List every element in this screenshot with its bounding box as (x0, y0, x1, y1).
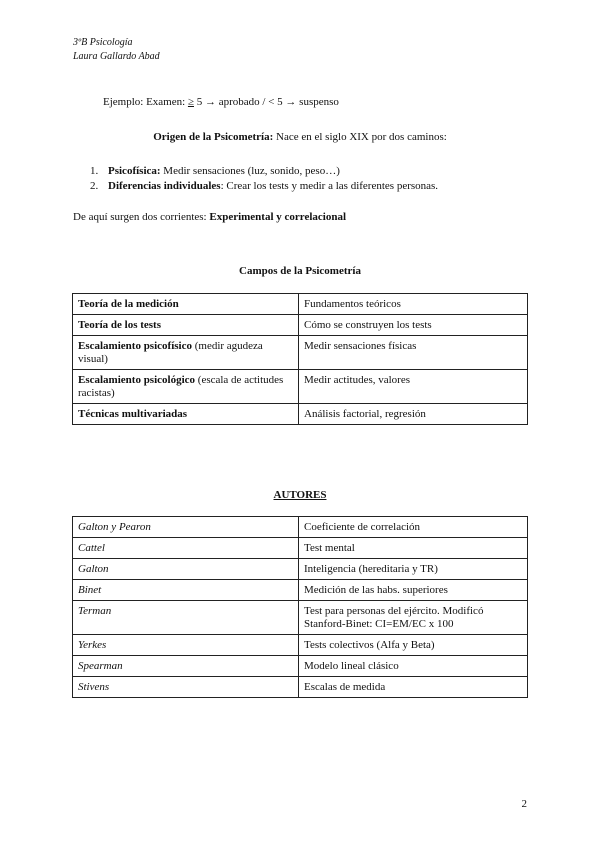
author-contribution: Modelo lineal clásico (299, 656, 528, 677)
field-name: Escalamiento psicofísico (78, 340, 192, 352)
table-cell: Fundamentos teóricos (299, 294, 528, 315)
table-row (73, 677, 528, 698)
table-row (73, 294, 528, 315)
example-line (103, 95, 339, 109)
autores-table (72, 516, 528, 698)
author-name: Cattel (73, 538, 299, 559)
field-note: (medir agudeza visual) (78, 340, 263, 365)
campos-title (0, 264, 600, 278)
author-contribution: Coeficiente de correlación (299, 517, 528, 538)
author-name: Galton (73, 559, 299, 580)
author-contribution: Test para personas del ejército. Modificó Stanford-Binet: CI=EM/EC x 100 (299, 601, 528, 635)
table-cell (73, 404, 299, 425)
table-cell: Medir actitudes, valores (299, 370, 528, 404)
table-row (73, 559, 528, 580)
origin-title: Origen de la Psicometría: (153, 131, 274, 143)
list-item (90, 164, 438, 179)
header-author: Laura Gallardo Abad (73, 51, 160, 62)
author-contribution: Tests colectivos (Alfa y Beta) (299, 635, 528, 656)
example-rule: 5 → aprobado / < 5 → suspenso (193, 96, 339, 108)
author-name: Yerkes (73, 635, 299, 656)
autores-title (0, 488, 600, 502)
field-name: Teoría de los tests (78, 319, 162, 331)
list-number: 2. (90, 180, 99, 192)
currents-line (73, 210, 346, 224)
table-cell: Medir sensaciones físicas (299, 336, 528, 370)
author-name: Terman (73, 601, 299, 635)
table-row (73, 404, 528, 425)
author-contribution: Inteligencia (hereditaria y TR) (299, 559, 528, 580)
list-item (90, 179, 438, 194)
method-name: Psicofísica: (108, 165, 161, 177)
field-name: Técnicas multivariadas (78, 408, 188, 420)
example-label: Ejemplo: Examen: (103, 96, 186, 108)
table-row (73, 635, 528, 656)
origin-line (0, 130, 600, 144)
method-desc: : Crear los tests y medir a las diferentes personas. (220, 180, 439, 192)
table-row (73, 601, 528, 635)
table-row (73, 370, 528, 404)
author-name: Stivens (73, 677, 299, 698)
author-name: Galton y Pearon (73, 517, 299, 538)
method-name: Diferencias individuales (108, 180, 221, 192)
table-row (73, 656, 528, 677)
table-row (73, 517, 528, 538)
currents-names: Experimental y correlacional (209, 211, 347, 223)
table-row (73, 538, 528, 559)
author-contribution: Test mental (299, 538, 528, 559)
field-name: Escalamiento psicológico (78, 374, 196, 386)
table-cell (73, 294, 299, 315)
page-number: 2 (521, 798, 527, 810)
header-course: 3ºB Psicología (73, 37, 133, 48)
author-name: Spearman (73, 656, 299, 677)
ge-symbol: ≥ (187, 96, 194, 108)
table-cell (73, 315, 299, 336)
list-number: 1. (90, 165, 99, 177)
table-cell: Análisis factorial, regresión (299, 404, 528, 425)
currents-text: De aquí surgen dos corrientes: (73, 211, 210, 223)
method-desc: Medir sensaciones (luz, sonido, peso…) (160, 165, 340, 177)
field-note: (escala de actitudes racistas) (78, 374, 284, 399)
table-cell (73, 336, 299, 370)
table-row (73, 336, 528, 370)
field-name: Teoría de la medición (78, 298, 179, 310)
table-row (73, 580, 528, 601)
methods-list (90, 164, 438, 194)
author-name: Binet (73, 580, 299, 601)
origin-text: Nace en el siglo XIX por dos caminos: (273, 131, 447, 143)
table-row (73, 315, 528, 336)
autores-title-text: AUTORES (273, 489, 327, 501)
author-contribution: Escalas de medida (299, 677, 528, 698)
table-cell (73, 370, 299, 404)
campos-title-text: Campos de la Psicometría (239, 265, 361, 277)
campos-table (72, 293, 528, 425)
table-cell: Cómo se construyen los tests (299, 315, 528, 336)
author-contribution: Medición de las habs. superiores (299, 580, 528, 601)
